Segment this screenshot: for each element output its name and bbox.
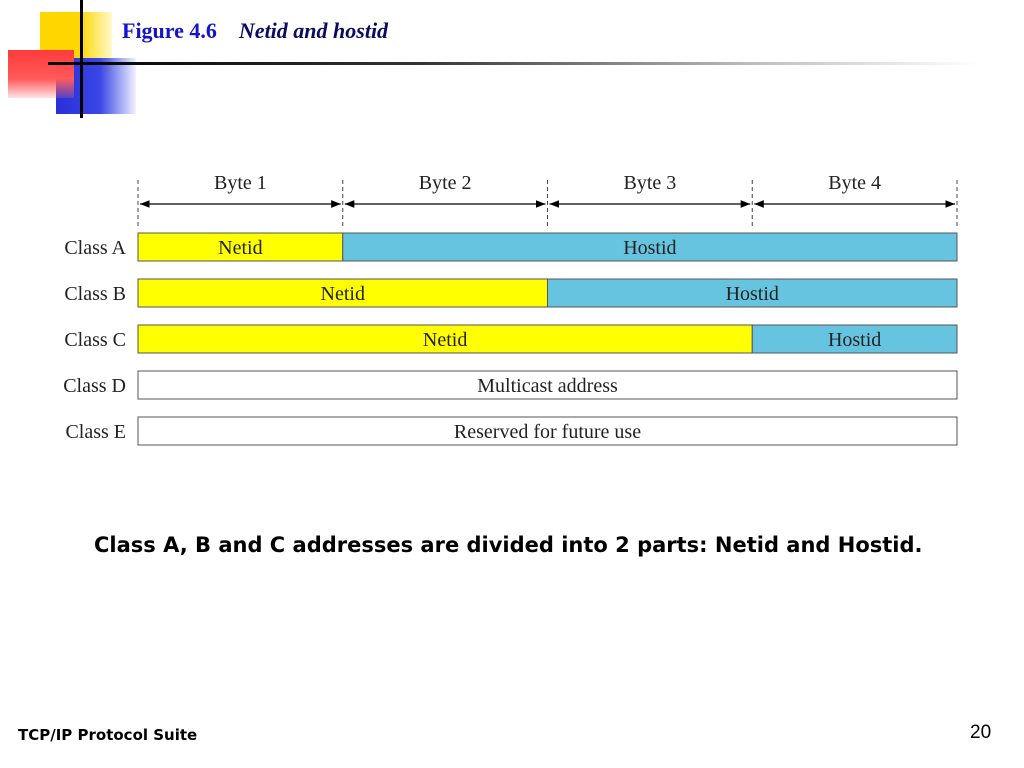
net-segment-label: Netid	[218, 237, 263, 259]
figure-title: Netid and hostid	[238, 18, 389, 43]
byte-label: Byte 4	[828, 172, 882, 194]
plain-segment-label: Reserved for future use	[453, 421, 642, 443]
class-label: Class E	[65, 421, 126, 443]
net-segment-label: Netid	[320, 283, 365, 305]
host-segment-label: Hostid	[623, 237, 677, 259]
class-label: Class B	[64, 283, 126, 305]
plain-segment-label: Multicast address	[477, 375, 618, 397]
host-segment-label: Hostid	[725, 283, 779, 305]
figure-number: Figure 4.6	[122, 18, 217, 43]
slide-caption: Class A, B and C addresses are divided into 2 parts: Netid and Hostid.	[94, 533, 923, 557]
footer-text: TCP/IP Protocol Suite	[18, 726, 198, 744]
class-label: Class D	[63, 375, 126, 397]
byte-label: Byte 3	[623, 172, 677, 194]
net-segment-label: Netid	[422, 329, 468, 351]
class-label: Class C	[64, 329, 126, 351]
page-number: 20	[970, 722, 992, 743]
class-label: Class A	[64, 237, 126, 259]
byte-label: Byte 1	[213, 172, 267, 194]
byte-label: Byte 2	[418, 172, 472, 194]
host-segment-label: Hostid	[827, 329, 882, 351]
